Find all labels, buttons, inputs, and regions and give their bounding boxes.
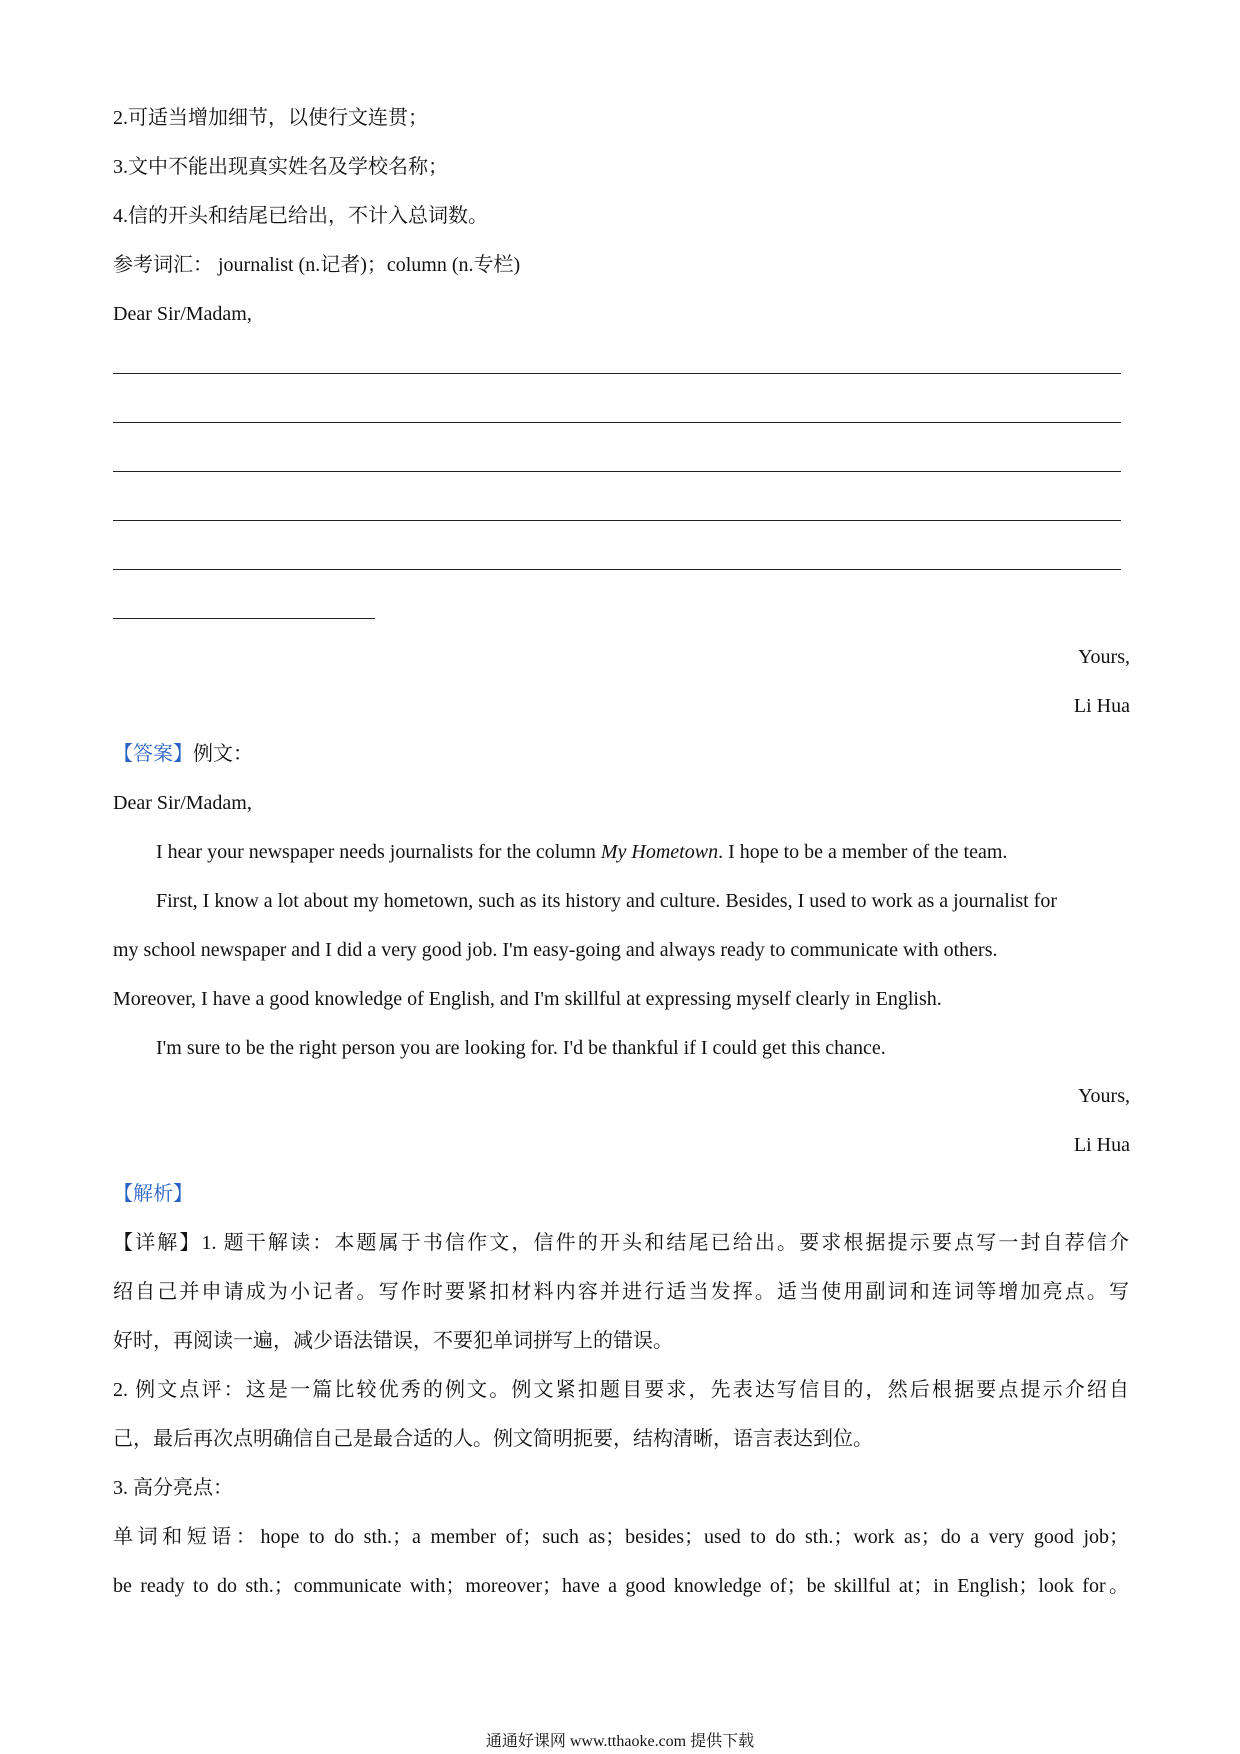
writing-line-short (113, 618, 375, 619)
column-name: My Hometown (600, 841, 719, 863)
answer-p1-after: . I hope to be a member of the team. (718, 841, 1008, 863)
prompt-signature: Li Hua (1073, 695, 1130, 717)
analysis-comment-line-2: 己，最后再次点明确信自己是最合适的人。例文简明扼要，结构清晰，语言表达到位。 (113, 1428, 873, 1450)
writing-line (113, 471, 1121, 472)
prompt-closing: Yours, (1078, 646, 1130, 668)
answer-tag-suffix: 例文： (193, 743, 253, 765)
answer-tag: 【答案】 (113, 743, 193, 765)
prompt-salutation: Dear Sir/Madam, (113, 303, 252, 325)
instruction-item-4: 4.信的开头和结尾已给出，不计入总词数。 (113, 205, 488, 227)
writing-line (113, 569, 1121, 570)
writing-line (113, 520, 1121, 521)
analysis-highlights-line-1: 单词和短语：hope to do sth.；a member of；such as；besides；used to do sth.；work as；do a very good job； (113, 1526, 1129, 1548)
answer-paragraph-3: I'm sure to be the right person you are looking for. I'd be thankful if I could get this chance. (156, 1037, 886, 1059)
answer-p1-before: I hear your newspaper needs journalists for the column (156, 841, 601, 863)
instruction-item-3: 3.文中不能出现真实姓名及学校名称； (113, 156, 448, 178)
writing-line (113, 422, 1121, 423)
footer-watermark: 通通好课网 www.tthaoke.com 提供下载 (485, 1733, 755, 1750)
analysis-highlights-title: 3. 高分亮点： (113, 1477, 233, 1499)
answer-salutation: Dear Sir/Madam, (113, 792, 252, 814)
analysis-detail-line-3: 好时，再阅读一遍，减少语法错误，不要犯单词拼写上的错误。 (113, 1330, 673, 1352)
writing-line (113, 373, 1121, 374)
answer-paragraph-2-line-3: Moreover, I have a good knowledge of English, and I'm skillful at expressing myself clearly in English. (113, 988, 942, 1010)
analysis-comment-line-1: 2. 例文点评：这是一篇比较优秀的例文。例文紧扣题目要求，先表达写信目的，然后根据要点提示介绍自 (113, 1379, 1129, 1401)
answer-paragraph-2-line-1: First, I know a lot about my hometown, such as its history and culture. Besides, I used to work as a journalist for (156, 890, 1057, 912)
analysis-detail-line-1: 【详解】1. 题干解读：本题属于书信作文，信件的开头和结尾已给出。要求根据提示要点写一封自荐信介 (113, 1232, 1129, 1254)
reference-vocabulary: 参考词汇： journalist (n.记者)；column (n.专栏) (113, 254, 521, 276)
answer-heading (113, 741, 253, 767)
analysis-highlights-line-2: be ready to do sth.；communicate with；moreover；have a good knowledge of；be skillful at；in English；look for。 (113, 1575, 1129, 1597)
instruction-item-2: 2.可适当增加细节，以使行文连贯； (113, 107, 428, 129)
answer-closing: Yours, (1078, 1085, 1130, 1107)
answer-paragraph-1 (156, 839, 1007, 865)
analysis-detail-line-2: 绍自己并申请成为小记者。写作时要紧扣材料内容并进行适当发挥。适当使用副词和连词等增加亮点。写 (113, 1281, 1129, 1303)
answer-paragraph-2-line-2: my school newspaper and I did a very good job. I'm easy-going and always ready to communicate with others. (113, 939, 998, 961)
analysis-tag: 【解析】 (113, 1183, 193, 1205)
answer-signature: Li Hua (1073, 1134, 1130, 1156)
